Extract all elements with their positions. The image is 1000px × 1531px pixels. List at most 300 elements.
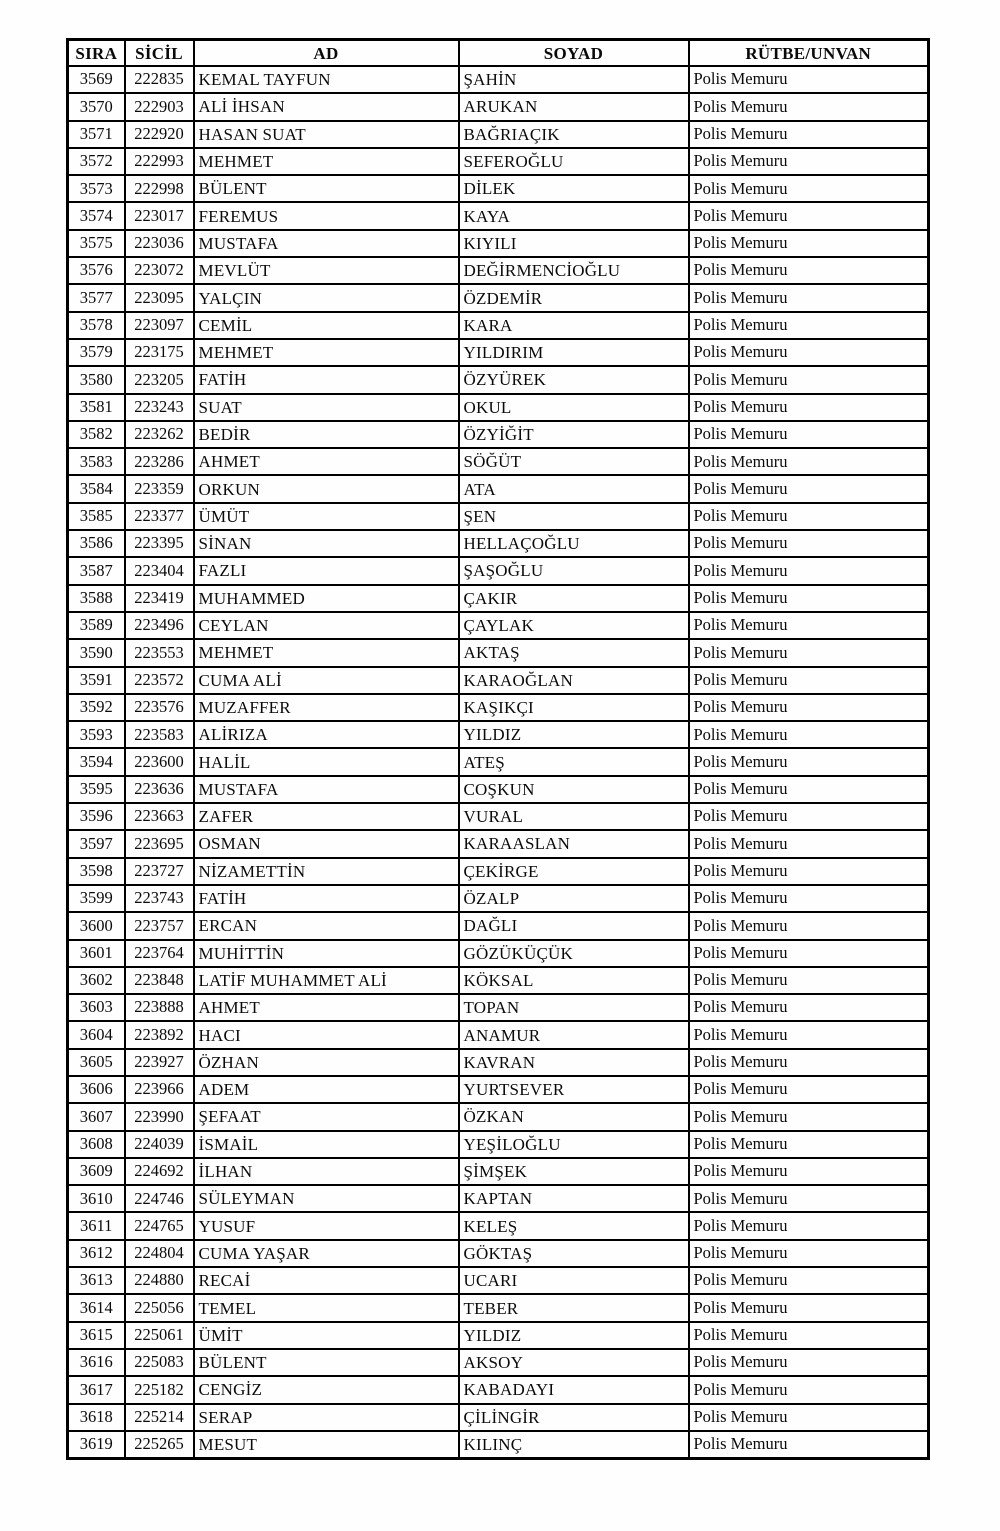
table-row [68,1349,929,1376]
table-row [68,121,929,148]
cell-rutbe: Polis Memuru [689,93,929,120]
cell-rutbe: Polis Memuru [689,1267,929,1294]
cell-sira: 3595 [68,776,125,803]
cell-ad: MUSTAFA [194,230,459,257]
cell-soyad: KAPTAN [459,1185,689,1212]
header-cell-sicil: SİCİL [125,40,194,67]
cell-rutbe: Polis Memuru [689,557,929,584]
table-row [68,1267,929,1294]
table-row [68,748,929,775]
cell-ad: YUSUF [194,1212,459,1239]
cell-sira: 3614 [68,1294,125,1321]
cell-sira: 3598 [68,858,125,885]
table-row [68,830,929,857]
cell-rutbe: Polis Memuru [689,1185,929,1212]
table-row [68,1240,929,1267]
cell-soyad: GÖKTAŞ [459,1240,689,1267]
table-row [68,93,929,120]
cell-ad: CUMA ALİ [194,667,459,694]
cell-soyad: ÇİLİNGİR [459,1404,689,1431]
cell-soyad: ÖZDEMİR [459,284,689,311]
cell-soyad: TEBER [459,1294,689,1321]
cell-soyad: KARA [459,312,689,339]
table-row [68,284,929,311]
cell-soyad: ATA [459,475,689,502]
cell-soyad: KAVRAN [459,1049,689,1076]
cell-soyad: KELEŞ [459,1212,689,1239]
cell-rutbe: Polis Memuru [689,366,929,393]
cell-rutbe: Polis Memuru [689,421,929,448]
cell-ad: CUMA YAŞAR [194,1240,459,1267]
cell-sira: 3605 [68,1049,125,1076]
cell-sira: 3601 [68,940,125,967]
cell-rutbe: Polis Memuru [689,202,929,229]
cell-sicil: 223553 [125,639,194,666]
cell-rutbe: Polis Memuru [689,230,929,257]
cell-soyad: AKSOY [459,1349,689,1376]
cell-soyad: ŞAŞOĞLU [459,557,689,584]
cell-soyad: ÇAKIR [459,585,689,612]
cell-ad: ADEM [194,1076,459,1103]
cell-ad: HACI [194,1021,459,1048]
cell-soyad: ÇEKİRGE [459,858,689,885]
cell-sira: 3616 [68,1349,125,1376]
cell-ad: BÜLENT [194,1349,459,1376]
table-row [68,475,929,502]
cell-soyad: HELLAÇOĞLU [459,530,689,557]
cell-sicil: 223262 [125,421,194,448]
cell-ad: MEVLÜT [194,257,459,284]
table-row [68,885,929,912]
cell-sicil: 222993 [125,148,194,175]
cell-rutbe: Polis Memuru [689,121,929,148]
cell-soyad: KIYILI [459,230,689,257]
table-row [68,1185,929,1212]
cell-sira: 3608 [68,1131,125,1158]
cell-sicil: 223743 [125,885,194,912]
cell-sicil: 223496 [125,612,194,639]
cell-sicil: 225061 [125,1322,194,1349]
cell-soyad: YILDIRIM [459,339,689,366]
cell-rutbe: Polis Memuru [689,503,929,530]
cell-rutbe: Polis Memuru [689,1049,929,1076]
cell-rutbe: Polis Memuru [689,530,929,557]
cell-rutbe: Polis Memuru [689,585,929,612]
cell-soyad: YILDIZ [459,721,689,748]
cell-soyad: KÖKSAL [459,967,689,994]
cell-sira: 3603 [68,994,125,1021]
cell-soyad: SÖĞÜT [459,448,689,475]
cell-rutbe: Polis Memuru [689,858,929,885]
cell-soyad: ŞİMŞEK [459,1158,689,1185]
cell-sira: 3579 [68,339,125,366]
table-row [68,1049,929,1076]
cell-sira: 3609 [68,1158,125,1185]
cell-soyad: KARAOĞLAN [459,667,689,694]
cell-sira: 3580 [68,366,125,393]
cell-soyad: KILINÇ [459,1431,689,1459]
cell-sicil: 225214 [125,1404,194,1431]
cell-sicil: 223583 [125,721,194,748]
cell-ad: ÖZHAN [194,1049,459,1076]
table-row [68,694,929,721]
cell-ad: ALİ İHSAN [194,93,459,120]
cell-sicil: 224804 [125,1240,194,1267]
cell-sira: 3576 [68,257,125,284]
table-row [68,612,929,639]
cell-ad: ÜMÜT [194,503,459,530]
cell-ad: LATİF MUHAMMET ALİ [194,967,459,994]
cell-sira: 3589 [68,612,125,639]
table-row [68,1131,929,1158]
cell-soyad: ŞEN [459,503,689,530]
table-row [68,557,929,584]
cell-sicil: 223175 [125,339,194,366]
cell-ad: İLHAN [194,1158,459,1185]
cell-rutbe: Polis Memuru [689,994,929,1021]
cell-sicil: 222920 [125,121,194,148]
table-row [68,1404,929,1431]
cell-ad: BEDİR [194,421,459,448]
table-row [68,994,929,1021]
cell-sicil: 223576 [125,694,194,721]
table-row [68,1322,929,1349]
table-row [68,202,929,229]
cell-sicil: 224880 [125,1267,194,1294]
cell-rutbe: Polis Memuru [689,776,929,803]
cell-sicil: 223636 [125,776,194,803]
cell-soyad: UCARI [459,1267,689,1294]
cell-sicil: 223072 [125,257,194,284]
cell-ad: HASAN SUAT [194,121,459,148]
cell-rutbe: Polis Memuru [689,748,929,775]
cell-sira: 3619 [68,1431,125,1459]
cell-sicil: 223848 [125,967,194,994]
cell-soyad: OKUL [459,394,689,421]
cell-sira: 3594 [68,748,125,775]
cell-ad: SÜLEYMAN [194,1185,459,1212]
cell-rutbe: Polis Memuru [689,1294,929,1321]
cell-rutbe: Polis Memuru [689,394,929,421]
cell-sira: 3606 [68,1076,125,1103]
cell-sicil: 223404 [125,557,194,584]
cell-sira: 3596 [68,803,125,830]
cell-sicil: 223395 [125,530,194,557]
cell-rutbe: Polis Memuru [689,448,929,475]
table-row [68,421,929,448]
cell-ad: FAZLI [194,557,459,584]
cell-sicil: 223966 [125,1076,194,1103]
cell-rutbe: Polis Memuru [689,667,929,694]
cell-sicil: 225182 [125,1376,194,1403]
table-row [68,175,929,202]
cell-rutbe: Polis Memuru [689,1404,929,1431]
cell-ad: CENGİZ [194,1376,459,1403]
cell-rutbe: Polis Memuru [689,312,929,339]
table-row [68,639,929,666]
table-row [68,667,929,694]
cell-sira: 3592 [68,694,125,721]
cell-sicil: 225265 [125,1431,194,1459]
cell-rutbe: Polis Memuru [689,885,929,912]
table-row [68,803,929,830]
cell-sicil: 223205 [125,366,194,393]
cell-sicil: 224765 [125,1212,194,1239]
cell-ad: OSMAN [194,830,459,857]
table-body [68,66,929,1459]
table-row [68,858,929,885]
cell-rutbe: Polis Memuru [689,1349,929,1376]
table-row [68,339,929,366]
cell-sicil: 223359 [125,475,194,502]
table-row [68,148,929,175]
cell-sicil: 223757 [125,912,194,939]
cell-soyad: GÖZÜKÜÇÜK [459,940,689,967]
cell-sicil: 222835 [125,66,194,93]
cell-soyad: ÖZKAN [459,1103,689,1130]
table-row [68,940,929,967]
table-row [68,66,929,93]
cell-sira: 3597 [68,830,125,857]
table-row [68,912,929,939]
cell-ad: MUHİTTİN [194,940,459,967]
cell-ad: SİNAN [194,530,459,557]
cell-sira: 3573 [68,175,125,202]
cell-sira: 3572 [68,148,125,175]
cell-rutbe: Polis Memuru [689,1431,929,1459]
cell-ad: YALÇIN [194,284,459,311]
cell-soyad: KAYA [459,202,689,229]
cell-rutbe: Polis Memuru [689,1021,929,1048]
cell-ad: İSMAİL [194,1131,459,1158]
cell-rutbe: Polis Memuru [689,1131,929,1158]
cell-sicil: 223888 [125,994,194,1021]
cell-soyad: KABADAYI [459,1376,689,1403]
cell-rutbe: Polis Memuru [689,1158,929,1185]
cell-sira: 3575 [68,230,125,257]
cell-soyad: DEĞİRMENCİOĞLU [459,257,689,284]
cell-sira: 3613 [68,1267,125,1294]
cell-sira: 3610 [68,1185,125,1212]
cell-ad: CEMİL [194,312,459,339]
cell-rutbe: Polis Memuru [689,1212,929,1239]
cell-rutbe: Polis Memuru [689,1103,929,1130]
cell-ad: CEYLAN [194,612,459,639]
header-cell-rutbe: RÜTBE/UNVAN [689,40,929,67]
cell-rutbe: Polis Memuru [689,940,929,967]
cell-rutbe: Polis Memuru [689,66,929,93]
header-cell-sira: SIRA [68,40,125,67]
cell-ad: ERCAN [194,912,459,939]
table-row [68,1212,929,1239]
table-row [68,394,929,421]
cell-sicil: 223419 [125,585,194,612]
cell-sicil: 223572 [125,667,194,694]
cell-soyad: ŞAHİN [459,66,689,93]
cell-soyad: KAŞIKÇI [459,694,689,721]
cell-sira: 3604 [68,1021,125,1048]
cell-rutbe: Polis Memuru [689,694,929,721]
cell-sicil: 223377 [125,503,194,530]
cell-ad: RECAİ [194,1267,459,1294]
cell-rutbe: Polis Memuru [689,1076,929,1103]
cell-soyad: ÖZYÜREK [459,366,689,393]
cell-sicil: 223727 [125,858,194,885]
cell-ad: ŞEFAAT [194,1103,459,1130]
cell-rutbe: Polis Memuru [689,967,929,994]
cell-sicil: 223286 [125,448,194,475]
cell-ad: FEREMUS [194,202,459,229]
cell-sira: 3578 [68,312,125,339]
cell-soyad: ÖZYİĞİT [459,421,689,448]
cell-sira: 3582 [68,421,125,448]
cell-soyad: YILDIZ [459,1322,689,1349]
cell-ad: KEMAL TAYFUN [194,66,459,93]
table-header-row [68,40,929,67]
cell-ad: NİZAMETTİN [194,858,459,885]
cell-sira: 3571 [68,121,125,148]
cell-sira: 3607 [68,1103,125,1130]
cell-ad: MEHMET [194,148,459,175]
cell-sira: 3612 [68,1240,125,1267]
table-row [68,366,929,393]
cell-rutbe: Polis Memuru [689,639,929,666]
cell-sicil: 223600 [125,748,194,775]
cell-ad: MEHMET [194,339,459,366]
cell-sira: 3569 [68,66,125,93]
cell-sira: 3591 [68,667,125,694]
cell-ad: HALİL [194,748,459,775]
cell-soyad: ANAMUR [459,1021,689,1048]
cell-ad: SUAT [194,394,459,421]
cell-soyad: VURAL [459,803,689,830]
cell-soyad: DAĞLI [459,912,689,939]
table-row [68,1431,929,1459]
cell-rutbe: Polis Memuru [689,803,929,830]
cell-soyad: YURTSEVER [459,1076,689,1103]
cell-ad: BÜLENT [194,175,459,202]
cell-ad: FATİH [194,366,459,393]
cell-sira: 3574 [68,202,125,229]
cell-sicil: 223892 [125,1021,194,1048]
header-cell-soyad: SOYAD [459,40,689,67]
cell-soyad: DİLEK [459,175,689,202]
cell-sicil: 223663 [125,803,194,830]
table-row [68,776,929,803]
cell-ad: MUHAMMED [194,585,459,612]
cell-soyad: BAĞRIAÇIK [459,121,689,148]
cell-sicil: 222903 [125,93,194,120]
cell-ad: MESUT [194,1431,459,1459]
cell-sicil: 223097 [125,312,194,339]
cell-ad: ZAFER [194,803,459,830]
cell-rutbe: Polis Memuru [689,148,929,175]
cell-sira: 3602 [68,967,125,994]
cell-soyad: ARUKAN [459,93,689,120]
cell-sicil: 224039 [125,1131,194,1158]
cell-sira: 3586 [68,530,125,557]
cell-sira: 3615 [68,1322,125,1349]
cell-sira: 3570 [68,93,125,120]
table-row [68,721,929,748]
cell-sira: 3611 [68,1212,125,1239]
cell-sira: 3590 [68,639,125,666]
cell-rutbe: Polis Memuru [689,257,929,284]
cell-ad: AHMET [194,448,459,475]
personnel-roster-table [66,38,930,1460]
cell-ad: ALİRIZA [194,721,459,748]
table-row [68,1158,929,1185]
cell-sira: 3593 [68,721,125,748]
cell-ad: AHMET [194,994,459,1021]
table-row [68,1376,929,1403]
cell-ad: FATİH [194,885,459,912]
cell-soyad: SEFEROĞLU [459,148,689,175]
cell-rutbe: Polis Memuru [689,612,929,639]
cell-ad: SERAP [194,1404,459,1431]
cell-soyad: ÇAYLAK [459,612,689,639]
cell-sira: 3600 [68,912,125,939]
cell-rutbe: Polis Memuru [689,339,929,366]
cell-sira: 3585 [68,503,125,530]
cell-sicil: 224692 [125,1158,194,1185]
cell-sicil: 223764 [125,940,194,967]
cell-sicil: 223095 [125,284,194,311]
table-row [68,448,929,475]
cell-rutbe: Polis Memuru [689,830,929,857]
cell-soyad: AKTAŞ [459,639,689,666]
cell-sira: 3617 [68,1376,125,1403]
cell-rutbe: Polis Memuru [689,284,929,311]
cell-sira: 3588 [68,585,125,612]
cell-soyad: ÖZALP [459,885,689,912]
table-row [68,230,929,257]
cell-rutbe: Polis Memuru [689,175,929,202]
cell-rutbe: Polis Memuru [689,721,929,748]
cell-sicil: 224746 [125,1185,194,1212]
cell-sicil: 223243 [125,394,194,421]
cell-sicil: 223017 [125,202,194,229]
table-row [68,1021,929,1048]
cell-sira: 3581 [68,394,125,421]
cell-sicil: 222998 [125,175,194,202]
header-cell-ad: AD [194,40,459,67]
cell-soyad: COŞKUN [459,776,689,803]
table-row [68,1294,929,1321]
table-row [68,312,929,339]
cell-sicil: 223990 [125,1103,194,1130]
cell-soyad: KARAASLAN [459,830,689,857]
table-row [68,585,929,612]
cell-ad: MUZAFFER [194,694,459,721]
cell-soyad: TOPAN [459,994,689,1021]
table-row [68,503,929,530]
cell-rutbe: Polis Memuru [689,475,929,502]
cell-ad: MUSTAFA [194,776,459,803]
cell-sicil: 223695 [125,830,194,857]
table-row [68,1103,929,1130]
cell-ad: MEHMET [194,639,459,666]
cell-sira: 3583 [68,448,125,475]
cell-rutbe: Polis Memuru [689,1322,929,1349]
cell-ad: ÜMİT [194,1322,459,1349]
cell-rutbe: Polis Memuru [689,1376,929,1403]
table-row [68,257,929,284]
table-row [68,530,929,557]
cell-sicil: 223036 [125,230,194,257]
cell-ad: TEMEL [194,1294,459,1321]
cell-soyad: ATEŞ [459,748,689,775]
